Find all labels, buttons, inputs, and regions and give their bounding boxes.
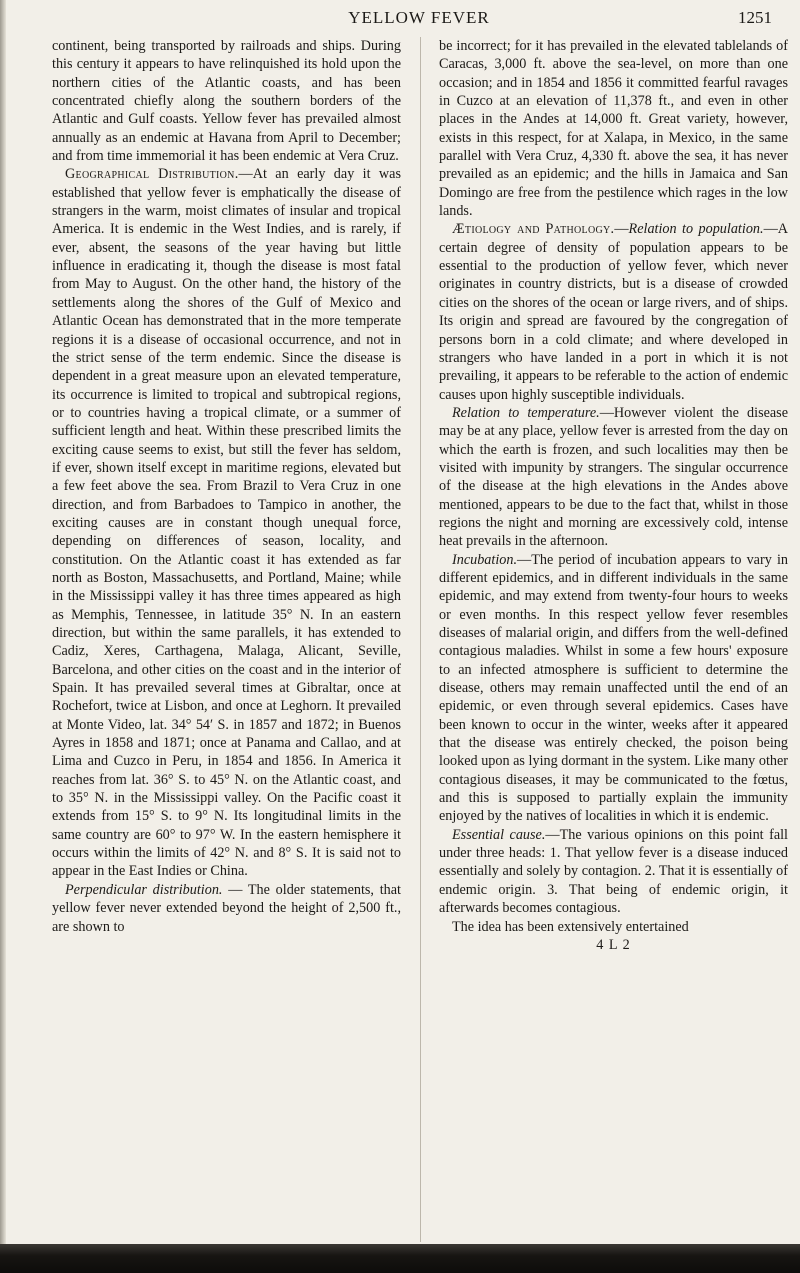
paragraph-text: —However violent the disease may be at any place, yellow fever is arrested from the day on which the earth is frozen, and such localities may then be visited with impunity by strangers. The singular occurrence of the disease at the high elevations in the Andes above mentioned, appears to be due to the fact that, whilst in those regions the night and morning are excessively cold, intense heat prevails in the afternoon. (439, 404, 788, 550)
subsection-heading: Incubation. (452, 551, 518, 568)
column-divider (420, 37, 421, 1242)
paragraph (439, 918, 788, 936)
subsection-heading: Relation to temperature. (452, 404, 600, 421)
paragraph-text: — The older statements, that yellow fever never extended beyond the height of 2,500 ft., are shown to (52, 881, 401, 935)
subsection-heading: Essential cause. (452, 826, 546, 843)
right-column (439, 37, 788, 1242)
paragraph-text: —At an early day it was established that yellow fever is emphatically the disease of strangers in the warm, moist climates of insular and tropical America. It is endemic in the West Indies, and is rarely, if ever, absent, the seasons of the year having but little influence in eradicating it, though the disease is most fatal from May to August. On the other hand, the history of the settlements along the shores of the Gulf of Mexico and Atlantic Ocean has demonstrated that in the more temperate regions it is a disease of occasional occurrence, and not in the strict sense of the term endemic. Since the disease is dependent in a great measure upon an elevated temperature, its occurrence is limited to tropical and subtropical regions, or to countries having a tropical climate, or a summer of sufficient length and heat. Within these prescribed limits the exciting cause seems to exist, but still the fever has seldom, if ever, shown itself except in maritime regions, elevated but a few feet above the sea. From Brazil to Vera Cruz in one direction, and from Barbadoes to Tampico in another, the exciting causes are in constant though unequal force, depending on differences of season, locality, and constitution. On the Atlantic coast it has extended as far north as Boston, Massachusetts, and Portland, Maine; while in the Mississippi valley it has three times appeared as high as Memphis, Tennessee, in latitude 35° N. In an eastern direction, but within the same parallels, it has extended to Cadiz, Xeres, Carthagena, Malaga, Alicant, Seville, Barcelona, and other cities on the coast and in the interior of Spain. It has prevailed several times at Gibraltar, once at Rochefort, twice at Lisbon, and once at Leghorn. It prevailed at Monte Video, lat. 34° 54′ S. in 1857 and 1872; in Buenos Ayres in 1858 and 1871; once at Panama and Callao, and at Lima and Cuzco in Peru, in 1854 and 1856. In America it reaches from lat. 36° S. to 45° N. on the Atlantic coast, and to 35° N. in the Mississippi valley. On the Pacific coast it extends from 15° S. to 9° N. Its longitudinal limits in the same country are 60° to 97° W. In the eastern hemisphere it occurs within the limits of 42° N. and 8° S. It is said not to appear in the East Indies or China. (52, 166, 401, 880)
page-edge-shadow (0, 0, 6, 1273)
subsection-heading: Perpendicular distribution. (65, 881, 223, 898)
text-columns (52, 37, 788, 1242)
running-head: YELLOW FEVER (348, 8, 490, 27)
paragraph-text: continent, being transported by railroads and ships. During this century it appears to have relinquished its hold upon the northern cities of the Atlantic coasts, and has been concentrated chiefly along the southern borders of the Atlantic and Gulf coasts. Yellow fever has prevailed almost annually as an endemic at Havana from April to December; and from time immemorial it has been endemic at Vera Cruz. (52, 38, 401, 165)
page-bottom-edge (0, 1244, 800, 1273)
page-number: 1251 (738, 8, 772, 27)
paragraph-aetiology: Ætiology and Pathology.—Relation to population.—A certain degree of density of population appears to be essential to the production of yellow fever, which never originates in country districts, but is a disease of crowded cities on the shores of the ocean or large rivers, and of ships. Its origin and spread are favoured by the congregation of persons born in a cold climate; and where developed in strangers who have landed in a port in which it is not prevailing, it appears to be referable to the action of endemic causes upon highly susceptible individuals. (439, 221, 788, 403)
subsection-heading: Relation to population. (628, 221, 764, 238)
paragraph-text: be incorrect; for it has prevailed in the elevated tablelands of Caracas, 3,000 ft. above the sea-level, on more than one occasion; and in 1854 and 1856 it committed fearful ravages in Cuzco at an elevation of 11,378 ft., and even in other places in the Andes at 14,000 ft. Great variety, however, exists in this respect, for at Xalapa, in Mexico, in the same parallel with Vera Cruz, 4,330 ft. above the sea, it has never prevailed as an epidemic; and the hills in Jamaica and San Domingo are free from the pestilence which rages in the low lands. (439, 38, 788, 220)
paragraph-perpendicular-distribution (52, 881, 401, 936)
paragraph (52, 37, 401, 165)
paragraph-text: —A certain degree of density of population appears to be essential to the production of yellow fever, which never originates in country districts, but is a disease of crowded cities on the shores of the ocean or large rivers, and of ships. Its origin and spread are favoured by the congregation of persons born in a cold climate; and where developed in strangers who have landed in a port in which it is not prevailing, it appears to be referable to the action of endemic causes upon highly susceptible individuals. (439, 221, 788, 403)
left-column (52, 37, 401, 1242)
paragraph-essential-cause (439, 826, 788, 918)
section-heading: Ætiology and Pathology. (452, 221, 615, 238)
paragraph-text: —The various opinions on this point fall under three heads: 1. That yellow fever is a disease induced essentially and solely by contagion. 2. That it is essentially of endemic origin. 3. That being of endemic origin, it afterwards becomes contagious. (439, 826, 789, 917)
paragraph-text: The idea has been extensively entertained (452, 918, 689, 935)
paragraph-geographical-distribution (52, 165, 401, 880)
section-heading: Geographical Distribution. (65, 166, 239, 183)
page-header (48, 8, 790, 32)
paragraph-text: —The period of incubation appears to vary in different epidemics, and in different individuals in the same epidemic, and may extend from twenty-four hours to weeks or even months. In this respect yellow fever resembles diseases of malarial origin, and differs from the well-defined contagious maladies. Whilst in some a few hours' exposure to an infected atmosphere is sufficient to determine the disease, others may remain unaffected until the end of an epidemic, or even through several epidemics. Cases have been known to occur in the winter, weeks after it appeared that the disease was entirely checked, the poison being looked upon as lying dormant in the system. Like many other contagious diseases, it may be communicated to the fœtus, and this is supposed to partially explain the immunity enjoyed by the natives of localities in which it is endemic. (439, 551, 788, 825)
paragraph-temperature (439, 404, 788, 551)
paragraph (439, 37, 788, 220)
paragraph-incubation (439, 551, 788, 826)
signature-mark: 4 L 2 (596, 936, 631, 953)
